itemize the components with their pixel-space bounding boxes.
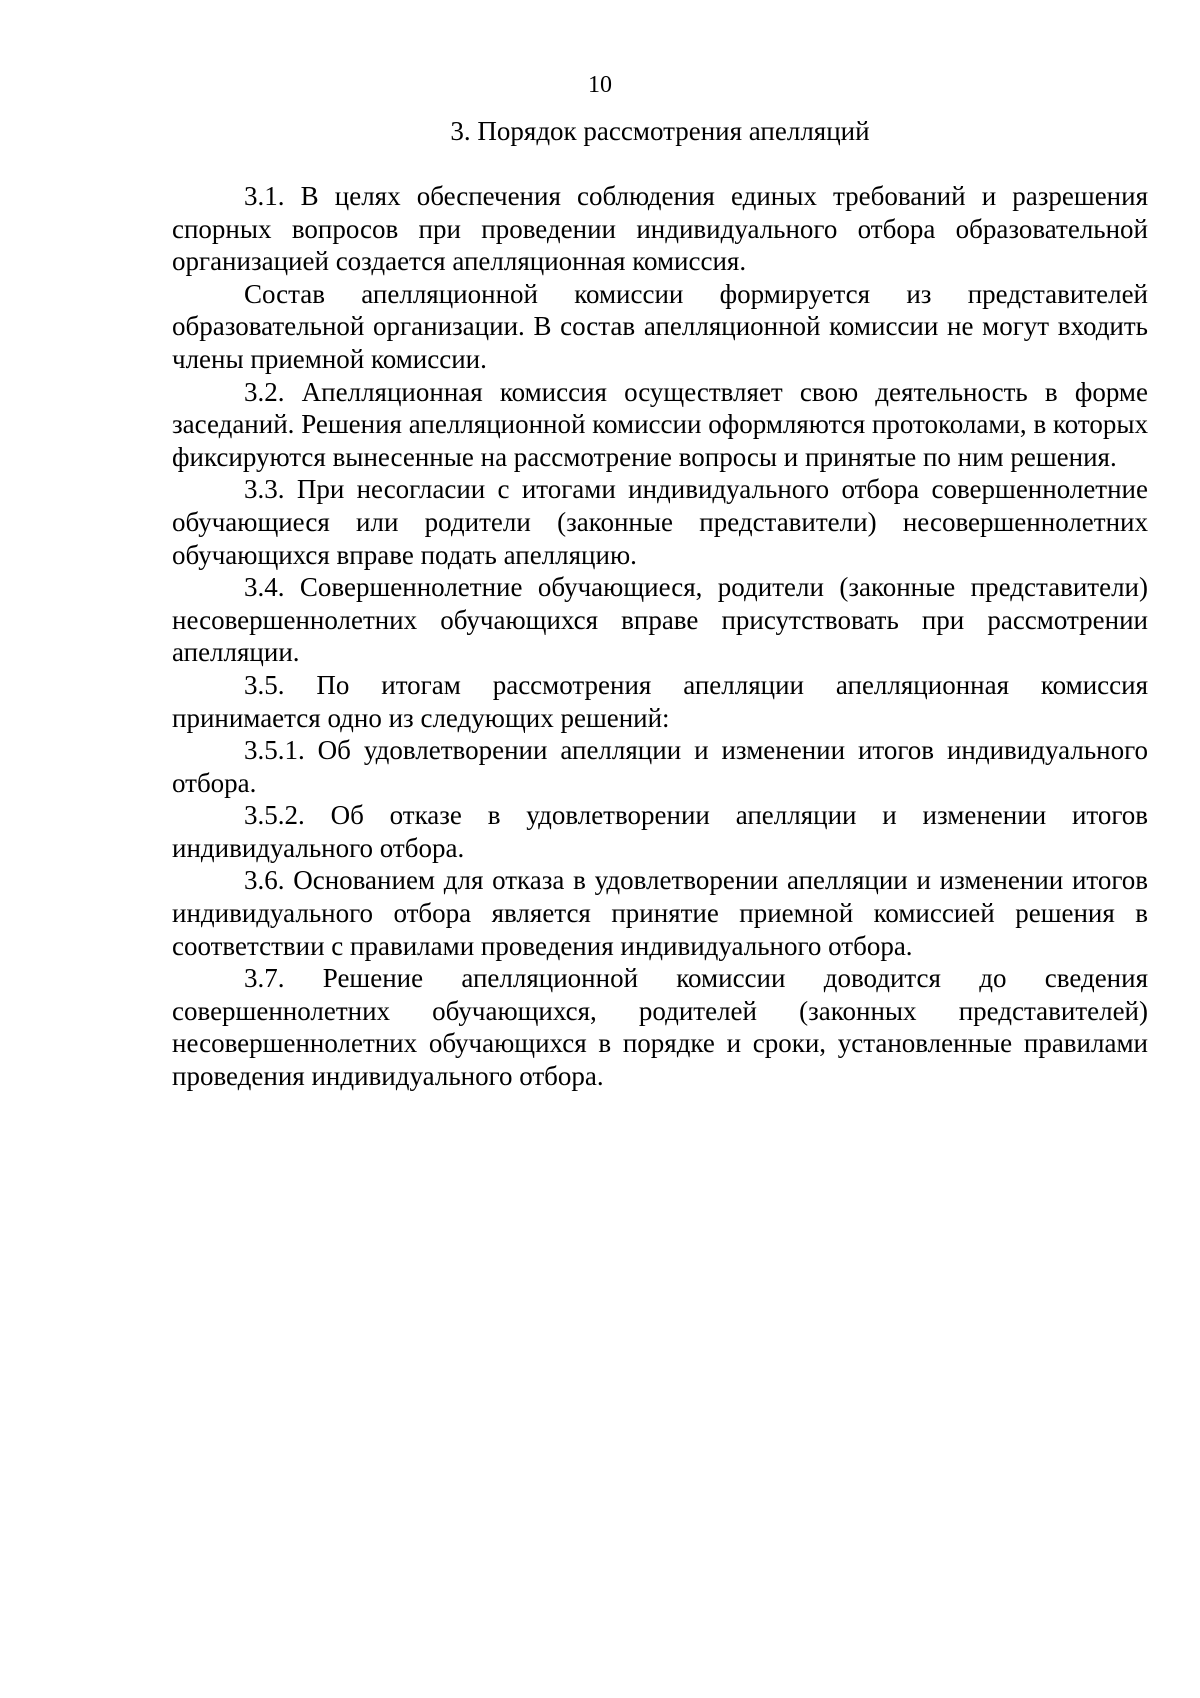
section-title: 3. Порядок рассмотрения апелляций bbox=[450, 116, 870, 146]
paragraph-3-7: 3.7. Решение апелляционной комиссии доводится до сведения совершеннолетних обучающихся, родителей (законных представителей) несовершеннолетних обучающихся в порядке и сроки, установленные правилами проведения индивидуального отбора. bbox=[172, 963, 1148, 1092]
paragraph-3-2: 3.2. Апелляционная комиссия осуществляет свою деятельность в форме заседаний. Решения апелляционной комиссии оформляются протоколами, в которых фиксируются вынесенные на рассмотрение вопросы и принятые по ним решения. bbox=[172, 376, 1148, 472]
page-number: 10 bbox=[588, 72, 612, 98]
paragraph-3-5: 3.5. По итогам рассмотрения апелляции апелляционная комиссия принимается одно из следующих решений: bbox=[172, 669, 1148, 733]
paragraph-3-5-1: 3.5.1. Об удовлетворении апелляции и изменении итогов индивидуального отбора. bbox=[172, 735, 1148, 798]
paragraph-commission-composition: Состав апелляционной комиссии формируется из представителей образовательной организации. В состав апелляционной комиссии не могут входить члены приемной комиссии. bbox=[172, 278, 1148, 374]
paragraph-3-3: 3.3. При несогласии с итогами индивидуального отбора совершеннолетние обучающиеся или родители (законные представители) несовершеннолетних обучающихся вправе подать апелляцию. bbox=[172, 474, 1148, 570]
paragraph-3-1: 3.1. В целях обеспечения соблюдения единых требований и разрешения спорных вопросов при проведении индивидуального отбора образовательной организацией создается апелляционная комиссия. bbox=[172, 181, 1148, 277]
paragraph-3-6: 3.6. Основанием для отказа в удовлетворении апелляции и изменении итогов индивидуального отбора является принятие приемной комиссией решения в соответствии с правилами проведения индивидуального отбора. bbox=[172, 865, 1148, 961]
paragraph-3-5-2: 3.5.2. Об отказе в удовлетворении апелляции и изменении итогов индивидуального отбора. bbox=[172, 800, 1148, 863]
paragraph-3-4: 3.4. Совершеннолетние обучающиеся, родители (законные представители) несовершеннолетних обучающихся вправе присутствовать при рассмотрении апелляции. bbox=[172, 572, 1148, 668]
section-body bbox=[172, 180, 1148, 1093]
